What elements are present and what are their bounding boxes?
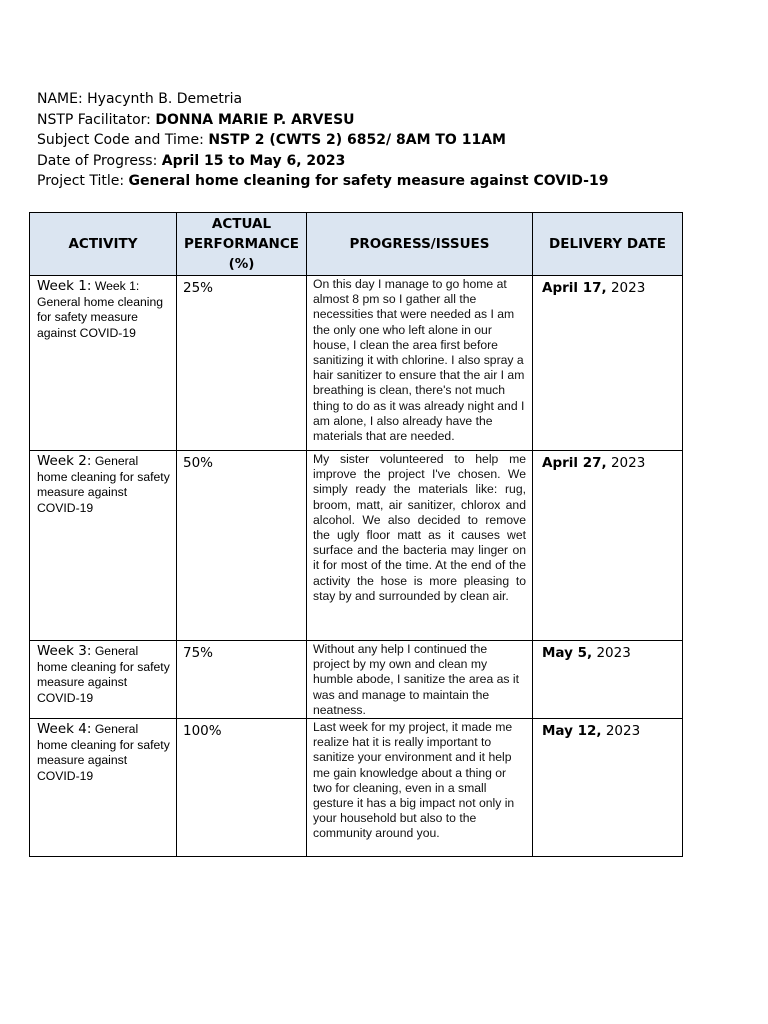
date-value: April 15 to May 6, 2023 — [161, 152, 346, 169]
activity-text: General home cleaning for safety measure against COVID-19 — [37, 722, 170, 783]
week-label: Week 2: — [37, 453, 92, 469]
performance-cell — [177, 641, 307, 719]
project-line — [37, 171, 737, 192]
header-performance-line1: ACTUAL — [211, 216, 272, 232]
subject-label: Subject Code and Time: — [37, 132, 204, 148]
header-activity: ACTIVITY — [30, 213, 177, 276]
header-performance — [177, 213, 307, 276]
progress-text: My sister volunteered to help me improve the project I've chosen. We simply ready the materials like: rug, broom, matt, air sanitizer, chlorox and alcohol. We also decided to remove the ugly floor matt as it causes wet surface and the bacteria may linger on it for most of the time. At the end of the activity the hose is more pleasing to stay by and surrounded by clean air. — [313, 452, 526, 603]
table-row — [30, 451, 683, 641]
facilitator-label: NSTP Facilitator: — [37, 111, 151, 128]
header-delivery: DELIVERY DATE — [533, 213, 683, 276]
date-line — [37, 151, 737, 172]
delivery-cell — [533, 641, 683, 719]
table-header-row — [30, 213, 683, 276]
activity-cell — [30, 641, 177, 719]
performance-value: 25% — [183, 280, 214, 296]
facilitator-line — [37, 110, 737, 131]
performance-cell — [177, 719, 307, 857]
delivery-month-day: April 17, — [542, 280, 607, 296]
week-label: Week 4: — [37, 721, 92, 738]
delivery-month-day: May 5, — [542, 645, 593, 661]
name-label: NAME: — [37, 91, 83, 107]
activity-text: General home cleaning for safety measure against COVID-19 — [37, 644, 170, 705]
name-value: Hyacynth B. Demetria — [87, 91, 243, 107]
week-label: Week 1: — [37, 278, 92, 294]
performance-value: 75% — [183, 645, 214, 661]
performance-value: 100% — [183, 723, 222, 740]
delivery-month-day: May 12, — [542, 723, 602, 740]
header-performance-line3: (%) — [228, 256, 255, 272]
subject-value: NSTP 2 (CWTS 2) 6852/ 8AM TO 11AM — [208, 132, 506, 148]
facilitator-value: DONNA MARIE P. ARVESU — [155, 111, 355, 128]
subject-line — [37, 130, 737, 151]
name-line — [37, 89, 737, 110]
delivery-year: 2023 — [605, 723, 641, 740]
delivery-cell — [533, 719, 683, 857]
progress-table — [29, 212, 683, 857]
header-performance-line2: PERFORMANCE — [184, 236, 299, 252]
header-progress: PROGRESS/ISSUES — [307, 213, 533, 276]
table-row — [30, 276, 683, 451]
table-row — [30, 641, 683, 719]
delivery-year: 2023 — [610, 455, 646, 471]
week-label: Week 3: — [37, 643, 92, 659]
document-header — [37, 89, 737, 192]
progress-cell — [307, 641, 533, 719]
activity-cell — [30, 719, 177, 857]
date-label: Date of Progress: — [37, 152, 158, 169]
activity-cell — [30, 451, 177, 641]
delivery-month-day: April 27, — [542, 455, 607, 471]
performance-cell — [177, 451, 307, 641]
project-value: General home cleaning for safety measure against COVID-19 — [128, 173, 609, 189]
performance-value: 50% — [183, 455, 214, 471]
progress-cell — [307, 719, 533, 857]
progress-text: Without any help I continued the project by my own and clean my humble abode, I sanitize the area as it was and manage to maintain the neatness. — [313, 642, 519, 717]
delivery-cell — [533, 276, 683, 451]
table-row — [30, 719, 683, 857]
delivery-year: 2023 — [596, 645, 631, 661]
progress-cell — [307, 276, 533, 451]
delivery-cell — [533, 451, 683, 641]
activity-cell — [30, 276, 177, 451]
activity-text: General home cleaning for safety measure against COVID-19 — [37, 454, 170, 515]
progress-text: Last week for my project, it made me realize hat it is really important to sanitize your environment and it help me gain knowledge about a thing or two for cleaning, even in a small gesture it has a big impact not only in your household but also to the community around you. — [313, 720, 515, 841]
delivery-year: 2023 — [610, 280, 646, 296]
performance-cell — [177, 276, 307, 451]
progress-cell — [307, 451, 533, 641]
progress-text: On this day I manage to go home at almost 8 pm so I gather all the necessities that were needed as I am the only one who left alone in our house, I clean the area first before sanitizing it with chlorine. I also spray a hair sanitizer to ensure that the air I am breathing is clean, there's not much thing to do as it was already night and I am alone, I also already have the materials that are needed. — [313, 277, 525, 444]
project-label: Project Title: — [37, 173, 125, 189]
activity-text: Week 1: General home cleaning for safety measure against COVID-19 — [37, 279, 164, 340]
